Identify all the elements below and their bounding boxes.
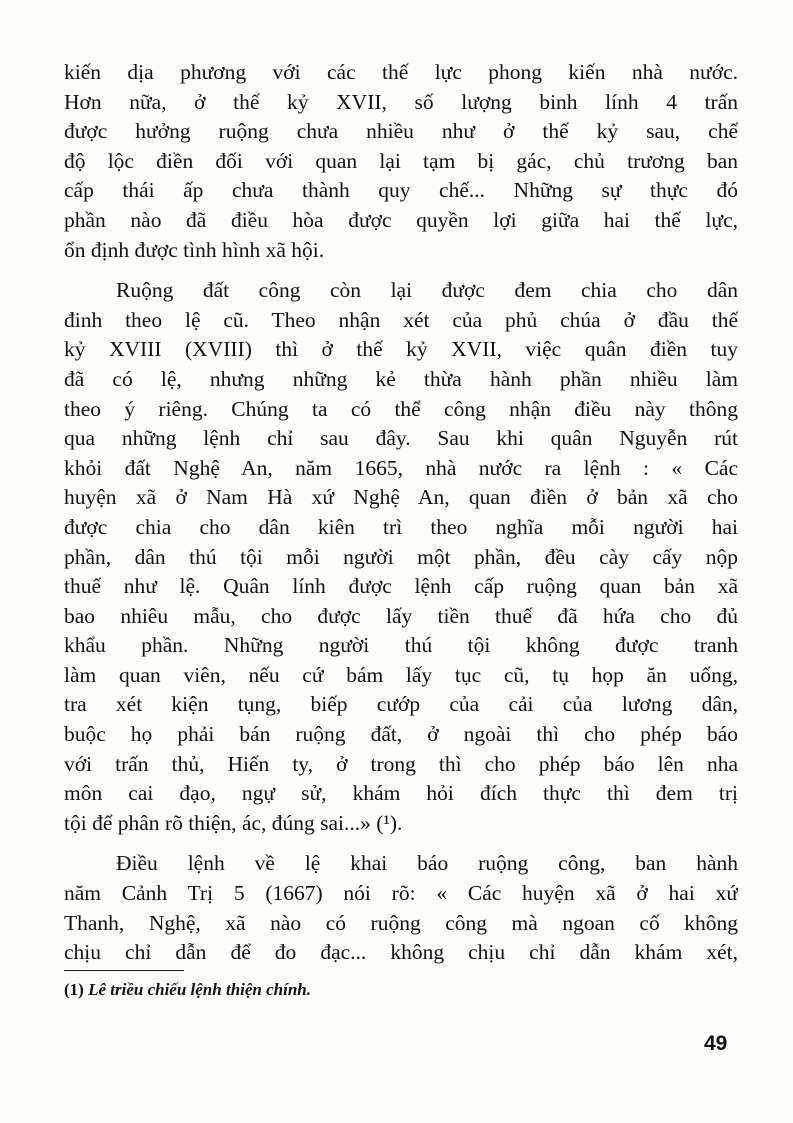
text-line: phần nào đã điều hòa được quyền lợi giữa hai thế lực,	[64, 207, 738, 232]
text-line: đã có lệ, nhưng những kẻ thừa hành phần nhiều làm	[64, 366, 738, 391]
footnote-text: Lê triều chiếu lệnh thiện chính.	[88, 980, 312, 999]
text-line: cấp thái ấp chưa thành quy chế... Những sự thực đó	[64, 178, 738, 203]
text-line: bao nhiêu mẫu, cho được lấy tiền thuế đã hứa cho đủ	[64, 603, 738, 628]
text-line: độ lộc điền đối với quan lại tạm bị gác, chủ trương ban	[64, 148, 738, 173]
text-line: được chia cho dân kiên trì theo nghĩa mỗi người hai	[64, 514, 738, 539]
text-line: buộc họ phải bán ruộng đất, ở ngoài thì cho phép báo	[64, 722, 738, 747]
text-line: qua những lệnh chỉ sau đây. Sau khi quân Nguyễn rút	[64, 426, 738, 451]
text-line: chịu chỉ dẫn để đo đạc... không chịu chỉ dẫn khám xét,	[64, 940, 738, 965]
paragraph-3	[64, 849, 738, 967]
text-line: Hơn nữa, ở thế kỷ XVII, số lượng binh lính 4 trấn	[64, 89, 738, 114]
paragraph-gap	[64, 265, 738, 276]
body-text	[64, 58, 738, 968]
paragraph-gap	[64, 838, 738, 849]
text-line: khẩu phần. Những người thú tội không được tranh	[64, 633, 738, 658]
text-line: tội để phân rõ thiện, ác, đúng sai...» (¹).	[64, 810, 403, 835]
text-line: đinh theo lệ cũ. Theo nhận xét của phủ chúa ở đầu thế	[64, 307, 738, 332]
paragraph-2	[64, 276, 738, 838]
text-line: năm Cảnh Trị 5 (1667) nói rõ: « Các huyện xã ở hai xứ	[64, 881, 738, 906]
text-line: Ruộng đất công còn lại được đem chia cho dân	[116, 278, 738, 303]
text-line: ổn định được tình hình xã hội.	[64, 237, 325, 262]
footnote	[64, 978, 311, 1002]
footnote-divider	[64, 970, 184, 971]
text-line: thuế như lệ. Quân lính được lệnh cấp ruộng quan bản xã	[64, 574, 738, 599]
text-line: môn cai đạo, ngự sử, khám hỏi đích thực thì đem trị	[64, 781, 738, 806]
text-line: Thanh, Nghệ, xã nào có ruộng công mà ngoan cố không	[64, 910, 738, 935]
text-line: Điều lệnh về lệ khai báo ruộng công, ban hành	[116, 851, 738, 876]
text-line: huyện xã ở Nam Hà xứ Nghệ An, quan điền ở bản xã cho	[64, 485, 738, 510]
text-line: khỏi đất Nghệ An, năm 1665, nhà nước ra lệnh : « Các	[64, 455, 738, 480]
text-line: làm quan viên, nếu cứ bám lấy tục cũ, tụ họp ăn uống,	[64, 662, 738, 687]
text-line: kiến dịa phương với các thế lực phong kiến nhà nước.	[64, 60, 738, 84]
text-line: theo ý riêng. Chúng ta có thể công nhận điều này thông	[64, 396, 738, 421]
text-line: với trấn thủ, Hiến ty, ở trong thì cho phép báo lên nha	[64, 751, 738, 776]
text-line: phần, dân thú tội mỗi người một phần, đều cày cấy nộp	[64, 544, 738, 569]
page-number: 49	[704, 1032, 728, 1055]
paragraph-1	[64, 58, 738, 265]
text-line: kỷ XVIII (XVIII) thì ở thế kỷ XVII, việc quân điền tuy	[64, 337, 738, 362]
text-line: được hưởng ruộng chưa nhiều như ở thế kỷ sau, chế	[64, 119, 738, 144]
footnote-number: (1)	[64, 980, 84, 999]
text-line: tra xét kiện tụng, biếp cướp của cải của lương dân,	[64, 692, 738, 717]
